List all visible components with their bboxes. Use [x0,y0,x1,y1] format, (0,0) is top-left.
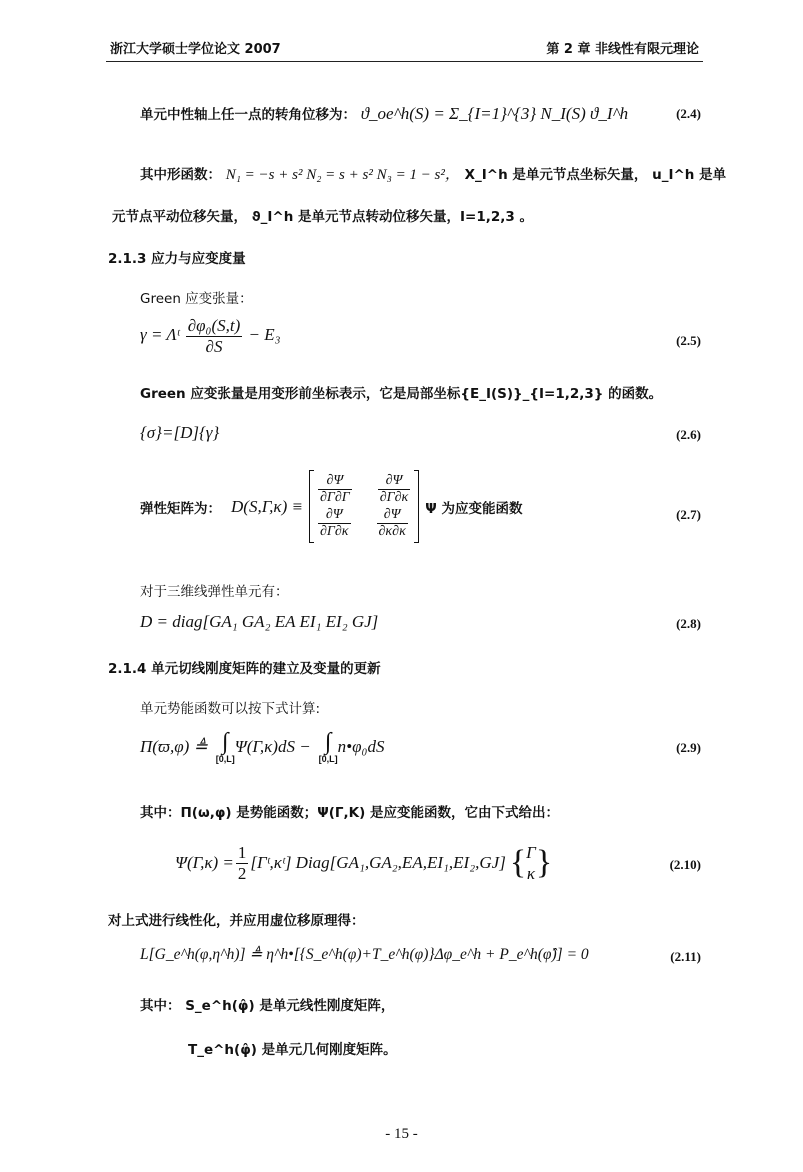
potential-energy-intro: 单元势能函数可以按下式计算: [140,701,321,717]
eq-2-5-fraction [186,316,243,356]
eq-2-6: {σ}=[D]{γ} [140,423,220,442]
eq-2-7-lhs: D(S,Γ,κ) ≡ [231,496,303,516]
eqno-2-9: (2.9) [676,740,701,755]
eq-2-8: D = diag[GA₁ GA₂ EA EI₁ EI₂ GJ] [140,612,379,631]
cell-den: ∂Γ∂Γ [319,490,350,506]
vector-entry-2: κ [526,864,536,884]
matrix-cell [318,507,351,540]
eqno-2-10: (2.10) [669,857,701,872]
potential-energy-desc: 其中：Π(ω,φ) 是势能函数；Ψ(Γ,K) 是应变能函数，它由下式给出： [140,805,559,821]
para-rotation [140,103,628,124]
left-brace: { [509,844,527,882]
para-shape-functions [140,163,726,184]
geometric-stiffness-desc: T_e^h(φ̂) 是单元几何刚度矩阵。 [188,1042,397,1058]
matrix-cell [377,507,408,540]
linear-stiffness-desc: 其中： S_e^h(φ̂) 是单元线性刚度矩阵， [140,998,395,1014]
eq-2-10-mid: [Γᵗ,κᵗ] Diag[GA₁,GA₂,EA,EI₁,EI₂,GJ] [250,853,506,873]
strain-energy-note: Ψ 为应变能函数 [425,500,523,517]
cell-num: ∂Ψ [318,507,351,524]
eqno-2-5: (2.5) [676,333,701,348]
eqno-2-11: (2.11) [670,949,701,964]
header-right: 第 2 章 非线性有限元理论 [546,42,699,57]
section-2-1-3-title: 2.1.3 应力与应变度量 [108,251,246,267]
matrix-cell [318,473,352,506]
para-shape-text-2: X_I^h 是单元节点坐标矢量， u_I^h 是单 [464,167,727,183]
cell-den: ∂Γ∂κ [379,490,409,506]
eq-2-4: ϑ_oe^h(S) = Σ_{I=1}^{3} N_I(S) ϑ_I^h [360,104,629,123]
linear-elastic-intro: 对于三维线弹性单元有： [140,584,289,600]
eq-2-5-rhs: − E₃ [248,324,281,344]
header-rule [106,61,703,62]
para-rotation-text: 单元中性轴上任一点的转角位移为： [140,107,356,123]
vector-entry-1: Γ [526,843,536,862]
eq-2-10-lhs: Ψ(Γ,κ) = [175,853,234,873]
integral-limits: [0,L] [318,754,338,764]
linearization-intro: 对上式进行线性化，并应用虚位移原理得： [108,913,365,929]
green-strain-desc: Green 应变张量是用变形前坐标表示，它是局部坐标{E_I(S)}_{I=1,2,3} 的函数。 [140,386,663,402]
eq-2-7 [140,470,522,543]
elastic-matrix [309,470,419,543]
header-left: 浙江大学硕士学位论文 2007 [110,42,281,57]
eq-2-10 [175,842,552,885]
vector-entries [526,842,536,885]
integral-2 [319,730,338,764]
green-strain-label: Green 应变张量： [140,291,253,307]
cell-den: ∂κ∂κ [378,524,406,540]
eq-2-9 [140,730,384,764]
eq-2-5-lhs: γ = Λᵗ [140,324,180,344]
eqno-2-8: (2.8) [676,616,701,631]
matrix-cell [378,473,411,506]
half-den: 2 [237,863,247,883]
right-brace: } [535,844,553,882]
cell-num: ∂Ψ [377,507,408,524]
eq-2-9-lhs: Π(ϖ,φ) ≜ [140,737,208,756]
cell-num: ∂Ψ [378,473,411,490]
eq-2-9-term-1: Ψ(Γ,κ)dS − [234,737,311,756]
integral-sign: ∫ [221,729,229,755]
para-shape-text: 其中形函数： [140,167,221,183]
integral-1 [216,730,235,764]
eq-2-9-term-2: n•φ₀dS [337,737,385,756]
eq-2-5-num: ∂φ₀(S,t) [187,316,241,335]
shape-function-formula: N₁ = −s + s² N₂ = s + s² N₃ = 1 − s²， [225,167,460,183]
eq-2-11: L[G_e^h(φ,η^h)] ≜ η^h•[{S_e^h(φ)+T_e^h(φ)}Δφ_e^h + P_e^h(φ̂)] = 0 [140,946,589,963]
elastic-matrix-label: 弹性矩阵为： [140,500,221,517]
integral-sign: ∫ [324,729,332,755]
para-shape-functions-cont: 元节点平动位移矢量， ϑ_I^h 是单元节点转动位移矢量，I=1,2,3 。 [112,209,533,225]
section-2-1-4-title: 2.1.4 单元切线刚度矩阵的建立及变量的更新 [108,661,381,677]
eqno-2-6: (2.6) [676,427,701,442]
cell-den: ∂Γ∂κ [319,524,349,540]
page-number: - 15 - [385,1126,418,1142]
eqno-2-4: (2.4) [676,106,701,121]
integral-limits: [0,L] [215,754,235,764]
eqno-2-7: (2.7) [676,507,701,522]
eq-2-10-half [236,843,249,883]
eq-2-5 [140,316,281,356]
matrix-row-1 [316,473,412,506]
matrix-row-2 [316,507,412,540]
cell-num: ∂Ψ [318,473,352,490]
half-num: 1 [237,843,247,863]
eq-2-5-den: ∂S [205,336,223,356]
column-vector [510,842,552,885]
